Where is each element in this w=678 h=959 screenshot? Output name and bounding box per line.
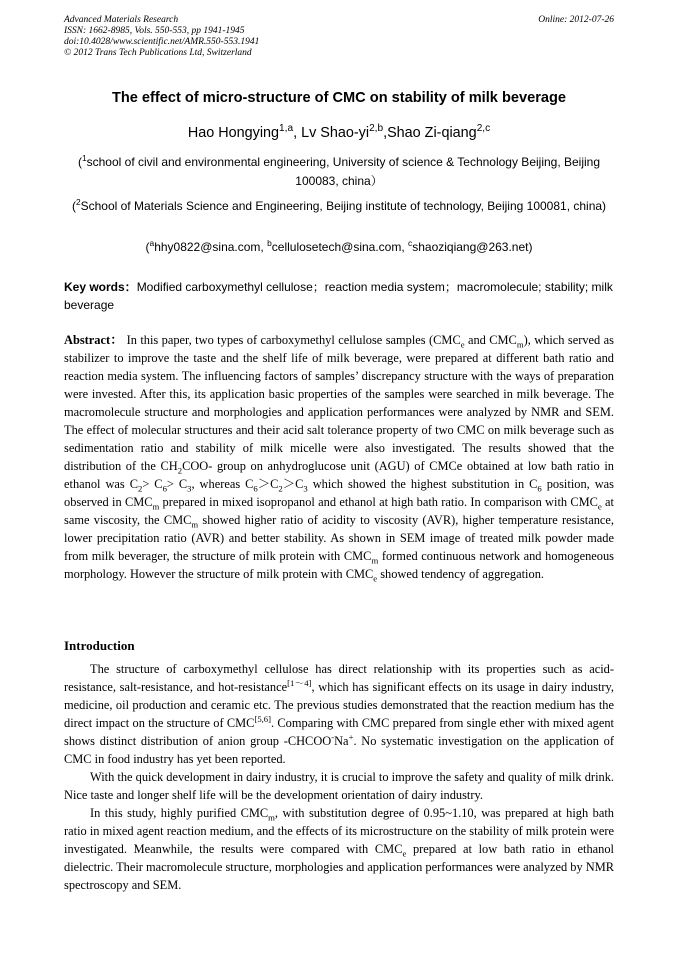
author-name: Shao Zi-qiang: [387, 125, 477, 141]
abstract-text: ＞C: [257, 477, 279, 491]
subscript: m: [268, 812, 275, 823]
affiliation-2: [60, 197, 618, 216]
author-separator: ,: [383, 125, 388, 141]
paragraph-text: prepared at low bath ratio in ethanol dielectric. Their macromolecule structure, morphologies and application performances were analyzed by NMR spectroscopy and SEM.: [64, 842, 614, 892]
abstract-text: position, was observed in CMC: [64, 477, 615, 509]
abstract-text: > C: [166, 477, 188, 491]
abstract-text: at same viscosity, the CMC: [64, 495, 614, 527]
subscript: e: [373, 573, 378, 584]
abstract-text: showed tendency of aggregation.: [377, 567, 544, 581]
paragraph-text: The structure of carboxymethyl cellulose has direct relationship with its properties such as acid-resistance, salt-resistance, and hot-resistance: [64, 662, 614, 694]
online-date: Online: 2012-07-26: [538, 15, 614, 25]
author-separator: ,: [293, 125, 302, 141]
superscript: -: [331, 731, 335, 742]
keywords: [64, 278, 614, 314]
citation-ref[interactable]: [5,6]: [254, 713, 272, 724]
subscript: e: [402, 848, 407, 859]
abstract-text: formed continuous network and homogeneous morphology. However the structure of milk protein with CMC: [64, 549, 614, 581]
subscript: m: [371, 555, 379, 566]
superscript: +: [348, 731, 354, 742]
journal-issn: ISSN: 1662-8985, Vols. 550-553, pp 1941-1945: [64, 26, 245, 36]
journal-copyright: © 2012 Trans Tech Publications Ltd, Switzerland: [64, 48, 252, 58]
journal-doi: doi:10.4028/www.scientific.net/AMR.550-553.1941: [64, 37, 260, 47]
email-mark: a: [149, 238, 155, 248]
abstract-text: which showed the highest substitution in C: [307, 477, 538, 491]
email-a[interactable]: hhy0822@sina.com,: [154, 240, 268, 254]
subscript: e: [597, 501, 602, 512]
subscript: e: [460, 339, 465, 350]
keywords-label: Key words：: [64, 280, 137, 294]
author-affil-mark: 1,a: [279, 123, 294, 135]
section-heading-introduction: Introduction: [64, 638, 135, 653]
paragraph-text: Na: [334, 734, 349, 748]
paper-title: The effect of micro-structure of CMC on stability of milk beverage: [111, 90, 567, 106]
email-c[interactable]: shaoziqiang@263.net): [412, 240, 533, 254]
affiliation-text: School of Materials Science and Engineering, Beijing institute of technology, Beijing 100081, china): [80, 199, 607, 213]
intro-paragraph-3: [64, 804, 614, 894]
author-list: [40, 125, 638, 141]
subscript: 2: [177, 465, 183, 476]
subscript: 6: [537, 483, 542, 494]
paragraph-text: , which has significant effects on its usage in dairy industry, medicine, oil production and ceramic etc. The previous studies demonstrated that the reaction medium has the direct impact on the structure of CMC: [64, 680, 615, 730]
author-affil-mark: 2,c: [476, 123, 491, 135]
email-b[interactable]: cellulosetech@sina.com,: [271, 240, 409, 254]
abstract-text: > C: [142, 477, 163, 491]
abstract-text: showed higher ratio of acidity to viscosity (AVR), higher temperature resistance, lower precipitation ratio (AVR) and better stability. As shown in SEM image of treated milk powder made from milk beverager, the structure of milk protein with CMC: [64, 513, 614, 563]
paragraph-text: . Comparing with CMC prepared from single ether with mixed agent shows distinct distribution of anion group -CHCOO: [64, 716, 614, 748]
abstract: [64, 331, 614, 583]
intro-paragraph-1: [64, 660, 614, 768]
paragraph-text: . No systematic investigation on the application of CMC in food industry has yet been reported.: [64, 734, 614, 766]
abstract-text: , whereas C: [191, 477, 254, 491]
intro-paragraph-2: With the quick development in dairy industry, it is crucial to improve the safety and quality of milk drink. Nice taste and longer shelf life will be the development orientation of dairy industry.: [64, 770, 614, 802]
keywords-text: Modified carboxymethyl cellulose；reaction media system；macromolecule; stability; milk beverage: [64, 280, 613, 312]
paragraph-text: In this study, highly purified CMC: [90, 806, 269, 820]
paren: (: [145, 240, 150, 254]
subscript: 6: [253, 483, 258, 494]
abstract-text: and CMC: [464, 333, 517, 347]
subscript: 6: [162, 483, 167, 494]
paren: (: [77, 155, 82, 169]
author-emails: [40, 240, 638, 254]
journal-name: Advanced Materials Research: [64, 15, 179, 25]
journal-header: [64, 15, 259, 59]
subscript: 3: [303, 483, 308, 494]
author-affil-mark: 2,b: [369, 123, 384, 135]
paragraph-text: , with substitution degree of 0.95~1.10, was prepared at high bath ratio in mixed agent reaction medium, and the effects of its microstructure on the stability of milk protein were investigated. Meanwhile, the results were compared with CMC: [64, 806, 614, 856]
subscript: m: [152, 501, 160, 512]
subscript: 2: [278, 483, 283, 494]
abstract-text: COO- group on anhydroglucose unit (AGU) of CMCe obtained at low bath ratio in ethanol was C: [64, 459, 614, 491]
affiliation-1: [60, 153, 618, 191]
abstract-text: ＞C: [282, 477, 304, 491]
affiliation-text: school of civil and environmental engineering, University of science & Technology Beijing, Beijing 100083, china）: [86, 155, 601, 188]
subscript: m: [191, 519, 199, 530]
citation-ref[interactable]: [1～4]: [287, 677, 312, 688]
author-name: Lv Shao-yi: [301, 125, 370, 141]
abstract-text: ), which served as stabilizer to improve the taste and the shelf life of milk beverage, were prepared at different bath ratio and reaction media system. The influencing factors of samples’ discrepancy structure with the ways of preparation were invested. After this, its application basic properties of the samples were searched in milk beverage. The macromolecule structure and morphologies and application performances were analyzed by NMR and SEM. The effect of molecular structures and their acid salt tolerance property of two CMC on milk beverage such as sedimentation ratio and stability of milk micelle were also investigated. The results showed that the distribution of the CH: [64, 333, 614, 473]
abstract-text: prepared in mixed isopropanol and ethanol at high bath ratio. In comparison with CMC: [159, 495, 598, 509]
abstract-text: In this paper, two types of carboxymethyl cellulose samples (CMC: [123, 333, 461, 347]
affil-mark: 1: [81, 153, 87, 163]
email-mark: c: [408, 238, 413, 248]
subscript: 3: [187, 483, 192, 494]
subscript: 2: [137, 483, 143, 494]
affil-mark: 2: [75, 197, 81, 207]
subscript: m: [516, 339, 524, 350]
paren: (: [71, 199, 76, 213]
author-name: Hao Hongying: [187, 125, 280, 141]
abstract-label: Abstract：: [64, 333, 124, 347]
email-mark: b: [267, 238, 272, 248]
